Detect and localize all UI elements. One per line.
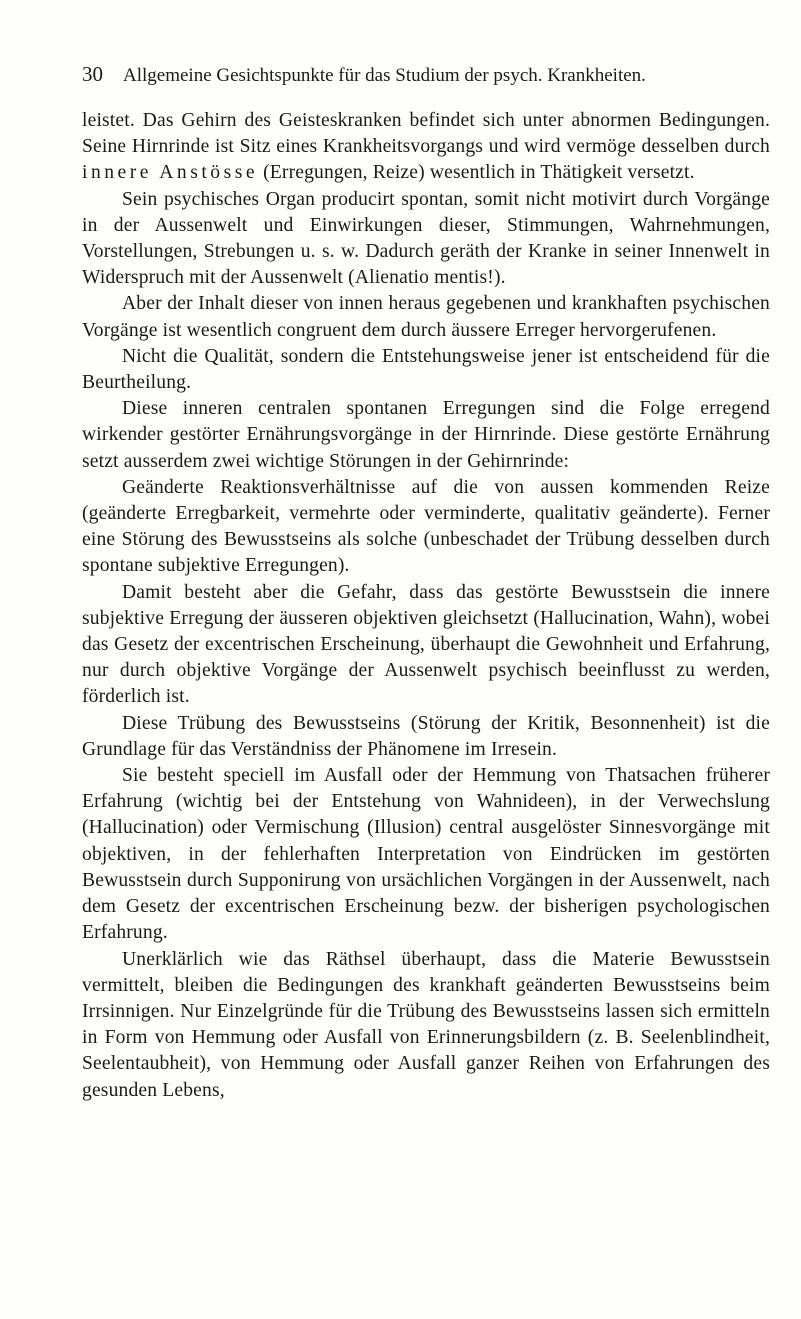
paragraph-6: Geänderte Reaktionsverhältnisse auf die von aussen kommenden Reize (geänderte Erregbarkeit, vermehrte oder verminderte, qualitativ geänderte). Ferner eine Störung des Bewusstseins als solche (unbeschadet der Trübung desselben durch spontane subjektive Erregungen). — [82, 476, 770, 577]
paragraph-10: Unerklärlich wie das Räthsel überhaupt, dass die Materie Bewusstsein vermittelt, bleiben die Bedingungen des krankhaft geänderten Bewusstseins beim Irrsinnigen. Nur Einzelgründe für die Trübung des Bewusstseins lassen sich ermitteln in Form von Hemmung oder Ausfall von Erinnerungsbildern (z. B. Seelenblindheit, Seelentaubheit), von Hemmung oder Ausfall ganzer Reihen von Erfahrungen des gesunden Lebens, — [82, 948, 770, 1101]
running-header — [82, 62, 782, 87]
body-text — [82, 108, 770, 1104]
paragraph-5: Diese inneren centralen spontanen Erregungen sind die Folge erregend wirkender gestörter Ernährungsvorgänge in der Hirnrinde. Diese gestörte Ernährung setzt ausserdem zwei wichtige Störungen in der Gehirnrinde: — [82, 398, 770, 472]
paragraph-7: Damit besteht aber die Gefahr, dass das gestörte Bewusstsein die innere subjektive Erregung der äusseren objektiven gleichsetzt (Hallucination, Wahn), wobei das Gesetz der excentrischen Erscheinung, überhaupt die Gewohnheit und Erfahrung, nur durch objektive Vorgänge der Aussenwelt psychisch beeinflusst zu werden, förderlich ist. — [82, 581, 770, 708]
page-number: 30 — [82, 62, 103, 86]
running-title: Allgemeine Gesichtspunkte für das Studium der psych. Krankheiten. — [123, 65, 646, 86]
paragraph-1-after: (Erregungen, Reize) wesentlich in Thätigkeit versetzt. — [258, 162, 695, 184]
paragraph-3: Aber der Inhalt dieser von innen heraus gegebenen und krankhaften psychischen Vorgänge ist wesentlich congruent dem durch äussere Erreger hervorgerufenen. — [82, 293, 770, 341]
paragraph-8: Diese Trübung des Bewusstseins (Störung der Kritik, Besonnenheit) ist die Grundlage für das Verständniss der Phänomene im Irresein. — [82, 712, 770, 760]
emphasized-phrase: innere Anstösse — [82, 162, 259, 184]
paragraph-2: Sein psychisches Organ producirt spontan, somit nicht motivirt durch Vorgänge in der Aussenwelt und Einwirkungen dieser, Stimmungen, Wahrnehmungen, Vorstellungen, Strebungen u. s. w. Dadurch geräth der Kranke in seiner Innenwelt in Widerspruch mit der Aussenwelt (Alienatio mentis!). — [82, 188, 770, 289]
paragraph-9: Sie besteht speciell im Ausfall oder der Hemmung von Thatsachen früherer Erfahrung (wichtig bei der Entstehung von Wahnideen), in der Verwechslung (Hallucination) oder Vermischung (Illusion) central ausgelöster Sinnesvorgänge mit objektiven, in der fehlerhaften Interpretation von Eindrücken im gestörten Bewusstsein durch Supponirung von ursächlichen Vorgängen in der Aussenwelt, nach dem Gesetz der excentrischen Erscheinung bezw. der bisherigen psychologischen Erfahrung. — [82, 765, 770, 944]
paragraph-4: Nicht die Qualität, sondern die Entstehungsweise jener ist entscheidend für die Beurtheilung. — [82, 345, 770, 394]
paragraph-1 — [82, 108, 770, 187]
paragraph-1-before: leistet. Das Gehirn des Geisteskranken befindet sich unter abnormen Bedingungen. Seine Hirnrinde ist Sitz eines Krankheitsvorgangs und wird vermöge desselben durch — [82, 110, 770, 158]
